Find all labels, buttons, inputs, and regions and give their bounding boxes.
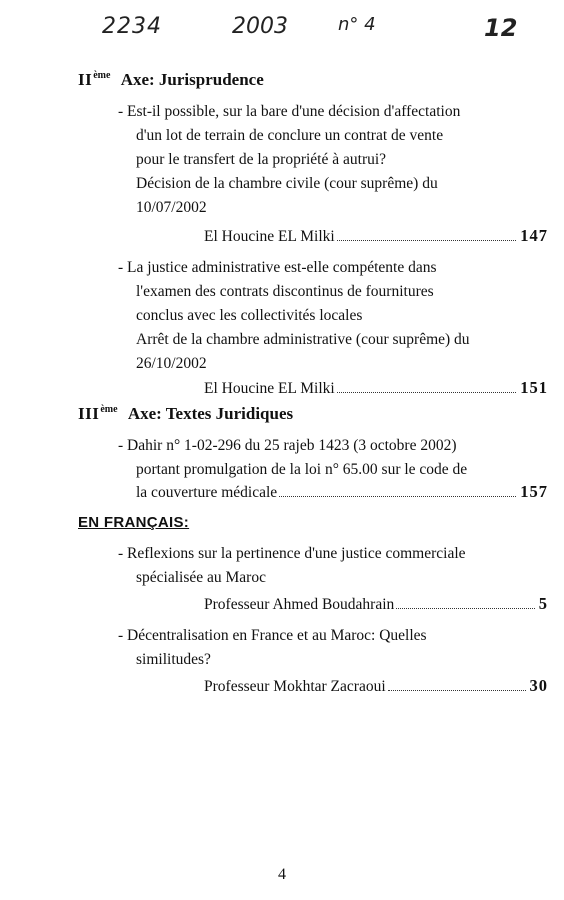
handwritten-year: 2003 xyxy=(232,14,288,39)
toc-author-row-4 xyxy=(204,594,548,614)
author-name: Professeur Mokhtar Zacraoui xyxy=(204,678,386,695)
entry-line: - La justice administrative est-elle compétente dans xyxy=(118,259,437,276)
section-numeral: III xyxy=(78,404,100,423)
dot-leader xyxy=(337,391,517,393)
handwritten-mark: 12 xyxy=(484,14,518,42)
toc-entry-1 xyxy=(118,100,548,220)
toc-entry-4 xyxy=(118,542,548,590)
entry-line: Décision de la chambre civile (cour suprême) du xyxy=(136,175,438,192)
page-ref: 30 xyxy=(529,676,548,695)
dot-leader xyxy=(337,239,517,241)
french-section-heading: EN FRANÇAIS: xyxy=(78,514,190,531)
author-name: El Houcine EL Milki xyxy=(204,380,335,397)
toc-author-row-3 xyxy=(136,482,548,502)
entry-line: - Décentralisation en France et au Maroc: Quelles xyxy=(118,627,427,644)
entry-line: - Reflexions sur la pertinence d'une justice commerciale xyxy=(118,545,466,562)
handwritten-issue: n° 4 xyxy=(338,14,376,35)
section-sup: ème xyxy=(93,70,111,81)
author-name: Professeur Ahmed Boudahrain xyxy=(204,596,395,613)
page-ref: 147 xyxy=(520,226,548,245)
page-number: 4 xyxy=(278,866,286,883)
entry-line: pour le transfert de la propriété à autrui? xyxy=(136,151,387,168)
entry-line: l'examen des contrats discontinus de fournitures xyxy=(136,283,434,300)
section-heading-ii xyxy=(78,70,264,90)
toc-author-row-5 xyxy=(204,676,548,696)
entry-line: Arrêt de la chambre administrative (cour suprême) du xyxy=(136,331,470,348)
handwritten-annotations xyxy=(0,14,564,54)
entry-line: - Dahir n° 1-02-296 du 25 rajeb 1423 (3 octobre 2002) xyxy=(118,437,457,454)
entry-line: spécialisée au Maroc xyxy=(136,569,266,586)
toc-entry-2 xyxy=(118,256,548,376)
entry-line: d'un lot de terrain de conclure un contrat de vente xyxy=(136,127,444,144)
dot-leader xyxy=(396,607,534,609)
toc-author-row-2 xyxy=(204,378,548,398)
toc-entry-3 xyxy=(118,434,548,482)
toc-author-row-1 xyxy=(204,226,548,246)
section-numeral: II xyxy=(78,70,93,89)
author-name: El Houcine EL Milki xyxy=(204,228,335,245)
entry-line: similitudes? xyxy=(136,651,211,668)
entry-line: 26/10/2002 xyxy=(136,355,207,372)
dot-leader xyxy=(388,689,526,691)
entry-line: 10/07/2002 xyxy=(136,199,207,216)
toc-entry-5 xyxy=(118,624,548,672)
entry-line: portant promulgation de la loi n° 65.00 sur le code de xyxy=(136,461,468,478)
page-ref: 157 xyxy=(520,482,548,501)
handwritten-number: 2234 xyxy=(102,14,162,39)
entry-line: - Est-il possible, sur la bare d'une décision d'affectation xyxy=(118,103,461,120)
section-title: Axe: Jurisprudence xyxy=(120,70,264,89)
page-ref: 151 xyxy=(520,378,548,397)
section-title: Axe: Textes Juridiques xyxy=(127,404,294,423)
section-sup: ème xyxy=(100,404,118,415)
entry-line: conclus avec les collectivités locales xyxy=(136,307,363,324)
page-ref: 5 xyxy=(538,594,548,613)
dot-leader xyxy=(279,495,516,497)
section-heading-iii xyxy=(78,404,293,424)
entry-last-line: la couverture médicale xyxy=(136,484,278,501)
